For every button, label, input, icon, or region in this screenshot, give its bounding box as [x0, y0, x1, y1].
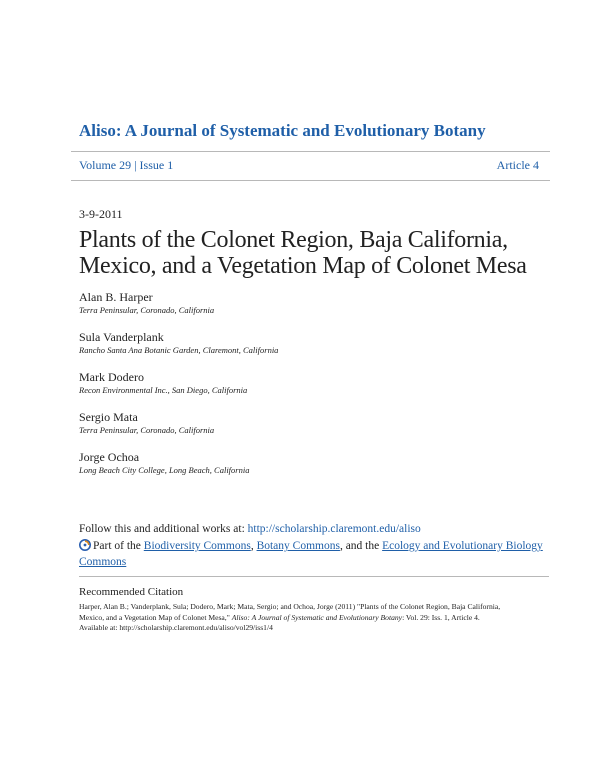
- section-divider: [79, 576, 549, 577]
- citation-body: Harper, Alan B.; Vanderplank, Sula; Dodero, Mark; Mata, Sergio; and Ochoa, Jorge (2011) "Plants of the Colonet Region, Baja California, Mexico, and a Vegetation Map of Colonet Mesa,": [79, 602, 501, 622]
- author-entry: [79, 330, 549, 356]
- citation-text: [79, 602, 524, 634]
- issue-bar: [71, 151, 550, 181]
- author-name: Mark Dodero: [79, 370, 144, 384]
- issue-separator: |: [134, 158, 137, 172]
- open-access-icon: [79, 539, 91, 555]
- citation-available: Available at: http://scholarship.claremont.edu/aliso/vol29/iss1/4: [79, 623, 273, 632]
- author-entry: [79, 370, 549, 396]
- author-affiliation: Terra Peninsular, Coronado, California: [79, 425, 215, 435]
- author-name: Jorge Ochoa: [79, 450, 140, 464]
- author-name: Sergio Mata: [79, 410, 138, 424]
- author-affiliation: Long Beach City College, Long Beach, California: [79, 465, 250, 475]
- follow-text: Follow this and additional works at:: [79, 523, 245, 535]
- author-list: [79, 290, 549, 490]
- volume-link[interactable]: Volume 29: [79, 158, 132, 172]
- author-entry: [79, 450, 549, 476]
- part-of-line: [79, 539, 549, 569]
- publication-date: 3-9-2011: [79, 207, 123, 221]
- citation-heading: Recommended Citation: [79, 586, 184, 598]
- volume-issue: [79, 158, 173, 173]
- part-of-connector: , and the: [339, 540, 380, 552]
- paper-title: Plants of the Colonet Region, Baja California, Mexico, and a Vegetation Map of Colonet Mesa: [79, 227, 527, 279]
- author-entry: [79, 290, 549, 316]
- ecology-commons-link[interactable]: Ecology and Evolutionary Biology Commons: [79, 540, 543, 568]
- author-affiliation: Terra Peninsular, Coronado, California: [79, 305, 215, 315]
- citation-volume: : Vol. 29: Iss. 1, Article 4.: [402, 612, 480, 622]
- author-entry: [79, 410, 549, 436]
- article-link[interactable]: Article 4: [496, 158, 539, 172]
- issue-link[interactable]: Issue 1: [139, 158, 174, 172]
- author-affiliation: Rancho Santa Ana Botanic Garden, Claremont, California: [79, 345, 279, 355]
- part-of-prefix: Part of the: [93, 540, 141, 552]
- botany-commons-link[interactable]: Botany Commons: [256, 540, 340, 552]
- author-name: Alan B. Harper: [79, 290, 153, 304]
- journal-title[interactable]: Aliso: A Journal of Systematic and Evolutionary Botany: [79, 121, 486, 140]
- author-affiliation: Recon Environmental Inc., San Diego, California: [79, 385, 248, 395]
- follow-line: [79, 523, 549, 535]
- author-name: Sula Vanderplank: [79, 330, 164, 344]
- repository-link[interactable]: http://scholarship.claremont.edu/aliso: [247, 523, 421, 535]
- biodiversity-commons-link[interactable]: Biodiversity Commons: [143, 540, 251, 552]
- part-of-comma: ,: [250, 540, 254, 552]
- citation-journal: Aliso: A Journal of Systematic and Evolutionary Botany: [231, 612, 403, 622]
